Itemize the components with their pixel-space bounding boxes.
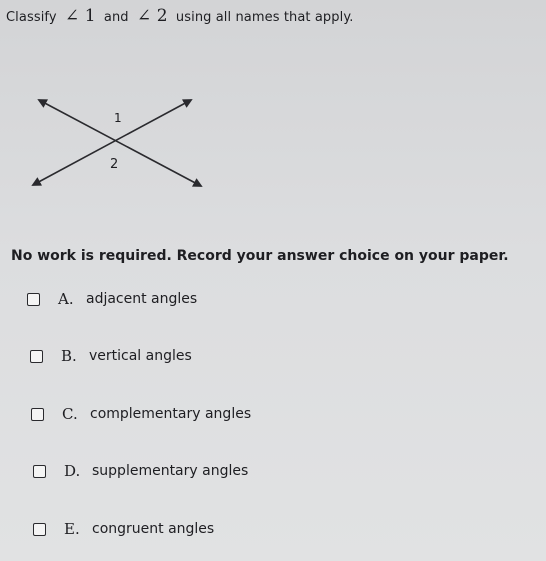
option-label: congruent angles (92, 521, 215, 537)
option-e[interactable] (33, 520, 214, 538)
option-d[interactable] (33, 462, 248, 480)
question-text (6, 6, 354, 26)
checkbox-e[interactable] (33, 523, 46, 536)
intersecting-lines-diagram (25, 90, 215, 200)
option-label: adjacent angles (86, 291, 198, 307)
question-conjunction: and (103, 10, 129, 25)
question-suffix: using all names that apply. (175, 10, 354, 25)
option-letter: A. (58, 290, 74, 308)
angle-1-symbol: ∠ 1 (64, 6, 96, 26)
angle-label-1: 1 (114, 111, 122, 125)
option-c[interactable] (31, 405, 251, 423)
checkbox-d[interactable] (33, 465, 46, 478)
checkbox-b[interactable] (30, 350, 43, 363)
option-letter: B. (61, 347, 77, 365)
option-b[interactable] (30, 347, 192, 365)
checkbox-c[interactable] (31, 408, 44, 421)
instruction-text: No work is required. Record your answer choice on your paper. (11, 248, 509, 264)
option-label: complementary angles (90, 406, 252, 422)
option-letter: E. (64, 520, 80, 538)
option-label: supplementary angles (92, 463, 249, 479)
angle-2-symbol: ∠ 2 (136, 6, 168, 26)
option-a[interactable] (27, 290, 197, 308)
checkbox-a[interactable] (27, 293, 40, 306)
option-letter: C. (62, 405, 78, 423)
option-label: vertical angles (89, 348, 192, 364)
question-prefix: Classify (6, 10, 57, 25)
angle-label-2: 2 (110, 157, 119, 172)
option-letter: D. (64, 462, 81, 480)
line-b (33, 100, 191, 185)
